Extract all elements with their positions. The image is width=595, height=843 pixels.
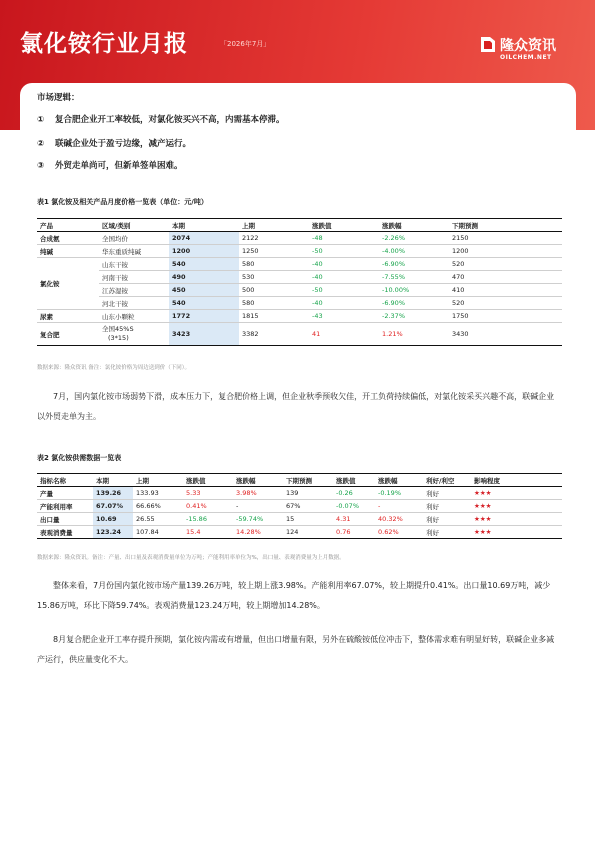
pct-cell: -4.00% xyxy=(379,245,449,258)
pct-cell: -7.55% xyxy=(379,271,449,284)
metric-cell: 出口量 xyxy=(37,513,93,526)
forecast-cell: 3430 xyxy=(449,323,562,346)
col-header: 涨跌幅 xyxy=(375,474,423,487)
table-header-row xyxy=(37,474,562,487)
region-line: 全国45%S xyxy=(102,325,134,333)
product-cell: 纯碱 xyxy=(37,245,99,258)
table-header-row xyxy=(37,219,562,232)
col-header: 产品 xyxy=(37,219,99,232)
table1-caption: 表1 氯化铵及相关产品月度价格一览表（单位：元/吨） xyxy=(37,198,208,206)
col-header: 利好/利空 xyxy=(423,474,471,487)
change-cell: -15.86 xyxy=(183,513,233,526)
effect-cell: 利好 xyxy=(423,487,471,500)
change-cell: -40 xyxy=(309,258,379,271)
current-cell: 540 xyxy=(169,297,239,310)
pct-cell: 1.21% xyxy=(379,323,449,346)
region-cell: 山东干铵 xyxy=(99,258,169,271)
change-cell: 15.4 xyxy=(183,526,233,539)
forecast-change-cell: 4.31 xyxy=(333,513,375,526)
forecast-change-cell: -0.26 xyxy=(333,487,375,500)
table-row xyxy=(37,245,562,258)
logic-text: 外贸走单尚可，但新单签单困难。 xyxy=(55,161,183,171)
impact-stars: ★★★ xyxy=(471,513,562,526)
region-line: (3*15) xyxy=(108,334,129,342)
col-header: 下期预测 xyxy=(283,474,333,487)
prev-cell: 133.93 xyxy=(133,487,183,500)
col-header: 涨跌值 xyxy=(333,474,375,487)
prev-cell: 3382 xyxy=(239,323,309,346)
prev-cell: 580 xyxy=(239,297,309,310)
table2-caption: 表2 氯化铵供需数据一览表 xyxy=(37,454,122,462)
logic-text: 复合肥企业开工率较低，对氯化铵买兴不高，内需基本停滞。 xyxy=(55,115,285,125)
pct-cell: 3.98% xyxy=(233,487,283,500)
table1-source: 数据来源：隆众资讯 备注：氯化铵价格为周边送到价（下同）。 xyxy=(37,365,191,371)
forecast-cell: 410 xyxy=(449,284,562,297)
forecast-cell: 67% xyxy=(283,500,333,513)
impact-stars: ★★★ xyxy=(471,487,562,500)
logic-item xyxy=(37,113,285,125)
table-row xyxy=(37,284,562,297)
forecast-change-cell: 0.76 xyxy=(333,526,375,539)
col-header: 上期 xyxy=(239,219,309,232)
current-cell: 139.26 xyxy=(93,487,133,500)
region-cell: 江苏湿铵 xyxy=(99,284,169,297)
prev-cell: 1815 xyxy=(239,310,309,323)
logo-cn: 隆众资讯 xyxy=(500,38,556,54)
market-logic-title: 市场逻辑： xyxy=(37,93,80,103)
pct-cell: -2.37% xyxy=(379,310,449,323)
current-cell: 540 xyxy=(169,258,239,271)
metric-cell: 产能利用率 xyxy=(37,500,93,513)
region-cell: 全国均价 xyxy=(99,232,169,245)
logic-num: ② xyxy=(37,139,45,149)
logic-num: ① xyxy=(37,115,45,125)
forecast-pct-cell: 0.62% xyxy=(375,526,423,539)
pct-cell: -10.00% xyxy=(379,284,449,297)
current-cell: 1200 xyxy=(169,245,239,258)
forecast-cell: 139 xyxy=(283,487,333,500)
forecast-pct-cell: 40.32% xyxy=(375,513,423,526)
change-cell: 41 xyxy=(309,323,379,346)
prev-cell: 530 xyxy=(239,271,309,284)
supply-demand-table xyxy=(37,473,562,539)
current-cell: 123.24 xyxy=(93,526,133,539)
current-cell: 67.07% xyxy=(93,500,133,513)
metric-cell: 产量 xyxy=(37,487,93,500)
forecast-cell: 520 xyxy=(449,258,562,271)
metric-cell: 表观消费量 xyxy=(37,526,93,539)
current-cell: 2074 xyxy=(169,232,239,245)
forecast-cell: 1750 xyxy=(449,310,562,323)
forecast-pct-cell: - xyxy=(375,500,423,513)
table-row xyxy=(37,297,562,310)
forecast-cell: 124 xyxy=(283,526,333,539)
region-cell: 河南干铵 xyxy=(99,271,169,284)
pct-cell: -59.74% xyxy=(233,513,283,526)
table2-source: 数据来源：隆众资讯。备注：产量、出口量及表观消费量单位为万吨；产能利用率单位为%，出口量、表观消费量为上月数据。 xyxy=(37,555,345,561)
product-cell: 尿素 xyxy=(37,310,99,323)
current-cell: 10.69 xyxy=(93,513,133,526)
change-cell: -48 xyxy=(309,232,379,245)
col-header: 涨跌幅 xyxy=(379,219,449,232)
impact-stars: ★★★ xyxy=(471,526,562,539)
forecast-cell: 520 xyxy=(449,297,562,310)
effect-cell: 利好 xyxy=(423,526,471,539)
current-cell: 1772 xyxy=(169,310,239,323)
prev-cell: 26.55 xyxy=(133,513,183,526)
forecast-cell: 15 xyxy=(283,513,333,526)
col-header: 本期 xyxy=(169,219,239,232)
logic-text: 联碱企业处于盈亏边缘，减产运行。 xyxy=(55,139,192,149)
col-header: 涨跌值 xyxy=(309,219,379,232)
table-row xyxy=(37,232,562,245)
change-cell: -50 xyxy=(309,284,379,297)
table-row xyxy=(37,258,562,271)
change-cell: -43 xyxy=(309,310,379,323)
col-header: 涨跌幅 xyxy=(233,474,283,487)
logo-en: OILCHEM.NET xyxy=(500,54,552,61)
pct-cell: -6.90% xyxy=(379,297,449,310)
table-row xyxy=(37,310,562,323)
region-cell xyxy=(99,323,169,346)
pct-cell: 14.28% xyxy=(233,526,283,539)
change-cell: -40 xyxy=(309,297,379,310)
prev-cell: 107.84 xyxy=(133,526,183,539)
col-header: 本期 xyxy=(93,474,133,487)
table-row xyxy=(37,487,562,500)
effect-cell: 利好 xyxy=(423,500,471,513)
logic-item xyxy=(37,137,191,149)
prev-cell: 66.66% xyxy=(133,500,183,513)
price-table xyxy=(37,218,562,346)
logo-mark-icon xyxy=(480,36,496,53)
product-cell: 氯化铵 xyxy=(37,258,99,310)
col-header: 涨跌值 xyxy=(183,474,233,487)
paragraph: 8月复合肥企业开工率存提升预期，氯化铵内需或有增量，但出口增量有限，另外在硫酸铵低位冲击下，整体需求难有明显好转，联碱企业多减产运行，供应量变化不大。 xyxy=(37,635,555,664)
logic-item xyxy=(37,159,183,171)
prev-cell: 500 xyxy=(239,284,309,297)
table-row xyxy=(37,513,562,526)
current-cell: 450 xyxy=(169,284,239,297)
table-row xyxy=(37,271,562,284)
table-row xyxy=(37,323,562,346)
current-cell: 490 xyxy=(169,271,239,284)
forecast-change-cell: -0.07% xyxy=(333,500,375,513)
paragraph: 7月，国内氯化铵市场弱势下滑，成本压力下，复合肥价格上调，但企业秋季预收欠佳，开工负荷持续偏低，对氯化铵采买兴趣不高，联碱企业以外贸走单为主。 xyxy=(37,392,555,421)
product-cell: 合成氨 xyxy=(37,232,99,245)
report-title: 氯化铵行业月报 xyxy=(20,31,188,57)
effect-cell: 利好 xyxy=(423,513,471,526)
table-row xyxy=(37,526,562,539)
forecast-pct-cell: -0.19% xyxy=(375,487,423,500)
paragraph: 整体来看，7月份国内氯化铵市场产量139.26万吨，较上期上涨3.98%。产能利用率67.07%，较上期提升0.41%。出口量10.69万吨，减少15.86万吨，环比下降59.74%。表观消费量123.24万吨，较上期增加14.28%。 xyxy=(37,581,551,610)
change-cell: -40 xyxy=(309,271,379,284)
impact-stars: ★★★ xyxy=(471,500,562,513)
region-cell: 河北干铵 xyxy=(99,297,169,310)
forecast-cell: 2150 xyxy=(449,232,562,245)
report-date: 「2026年7月」 xyxy=(220,40,271,48)
logic-num: ③ xyxy=(37,161,45,171)
col-header: 区域/类别 xyxy=(99,219,169,232)
pct-cell: -6.90% xyxy=(379,258,449,271)
pct-cell: -2.26% xyxy=(379,232,449,245)
change-cell: 0.41% xyxy=(183,500,233,513)
current-cell: 3423 xyxy=(169,323,239,346)
col-header: 影响程度 xyxy=(471,474,562,487)
change-cell: -50 xyxy=(309,245,379,258)
table-row xyxy=(37,500,562,513)
region-cell: 华东重质纯碱 xyxy=(99,245,169,258)
prev-cell: 1250 xyxy=(239,245,309,258)
forecast-cell: 1200 xyxy=(449,245,562,258)
col-header: 上期 xyxy=(133,474,183,487)
prev-cell: 2122 xyxy=(239,232,309,245)
col-header: 下期预测 xyxy=(449,219,562,232)
prev-cell: 580 xyxy=(239,258,309,271)
forecast-cell: 470 xyxy=(449,271,562,284)
region-cell: 山东小颗粒 xyxy=(99,310,169,323)
pct-cell: - xyxy=(233,500,283,513)
col-header: 指标名称 xyxy=(37,474,93,487)
product-cell: 复合肥 xyxy=(37,323,99,346)
change-cell: 5.33 xyxy=(183,487,233,500)
